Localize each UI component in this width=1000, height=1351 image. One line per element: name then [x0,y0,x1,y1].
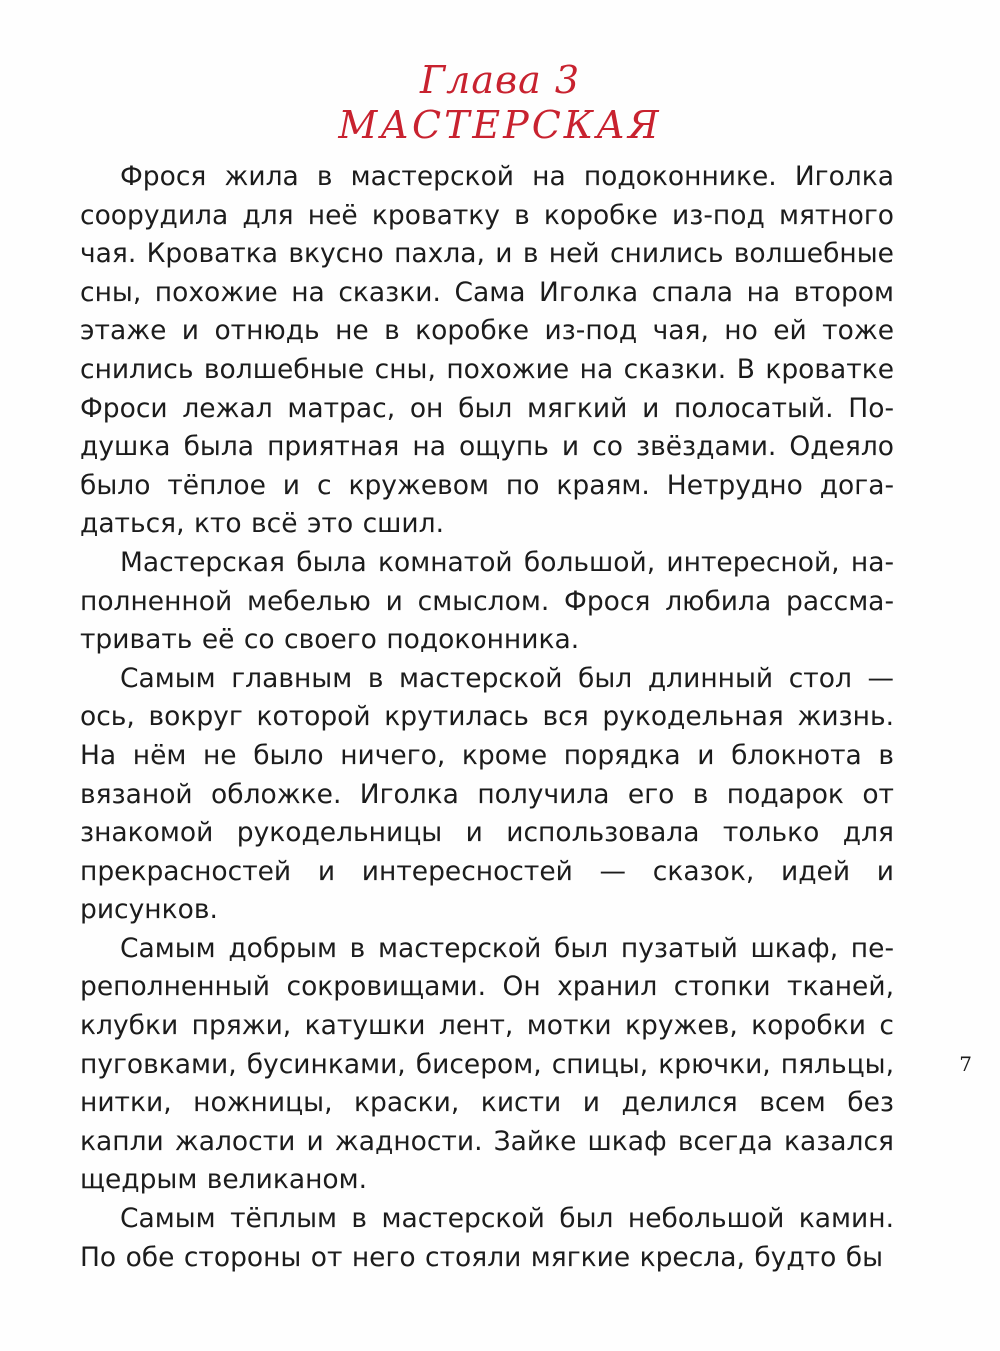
paragraph: Самым тёплым в мастерской был небольшой камин. По обе стороны от него стояли мягкие кресла, будто бы [80,1203,894,1273]
paragraph: Фрося жила в мастерской на подоконнике. Иголка соорудила для неё кроватку в коробке из-под мятного чая. Кроватка вкусно пахла, и в ней снились волшебные сны, похожие на сказки. Сама Иголка спала на втором этаже и отнюдь не в коробке из-под чая, но ей тоже снились волшебные сны, похожие на сказки. В кроватке Фроси лежал матрас, он был мягкий и полосатый. Подушка была приятная на ощупь и со звёздами. Одеяло было тёплое и с кружевом по краям. Нетрудно догадаться, кто всё это сшил. [80,161,894,540]
paragraph: Самым главным в мастерской был длинный стол — ось, вокруг которой крутилась вся рукодельная жизнь. На нём не было ничего, кроме порядка и блокнота в вязаной обложке. Иголка получила его в подарок от знакомой рукодельницы и использовала только для прекрасностей и интересностей — сказок, идей и рисунков. [80,662,894,926]
page-number: 7 [959,1052,972,1076]
chapter-body [80,158,894,1277]
chapter-number: Глава 3 [419,58,581,102]
paragraph: Мастерская была комнатой большой, интересной, наполненной мебелью и смыслом. Фрося любила рассматривать её со своего подоконника. [80,546,894,656]
chapter-title: МАСТЕРСКАЯ [338,103,662,147]
chapter-header [0,58,1000,148]
paragraph: Самым добрым в мастерской был пузатый шкаф, переполненный сокровищами. Он хранил стопки тканей, клубки пряжи, катушки лент, мотки кружев, коробки с пуговками, бусинками, бисером, спицы, крючки, пяльцы, нитки, ножницы, краски, кисти и делился всем без капли жалости и жадности. Зайке шкаф всегда казался щедрым великаном. [80,932,894,1196]
